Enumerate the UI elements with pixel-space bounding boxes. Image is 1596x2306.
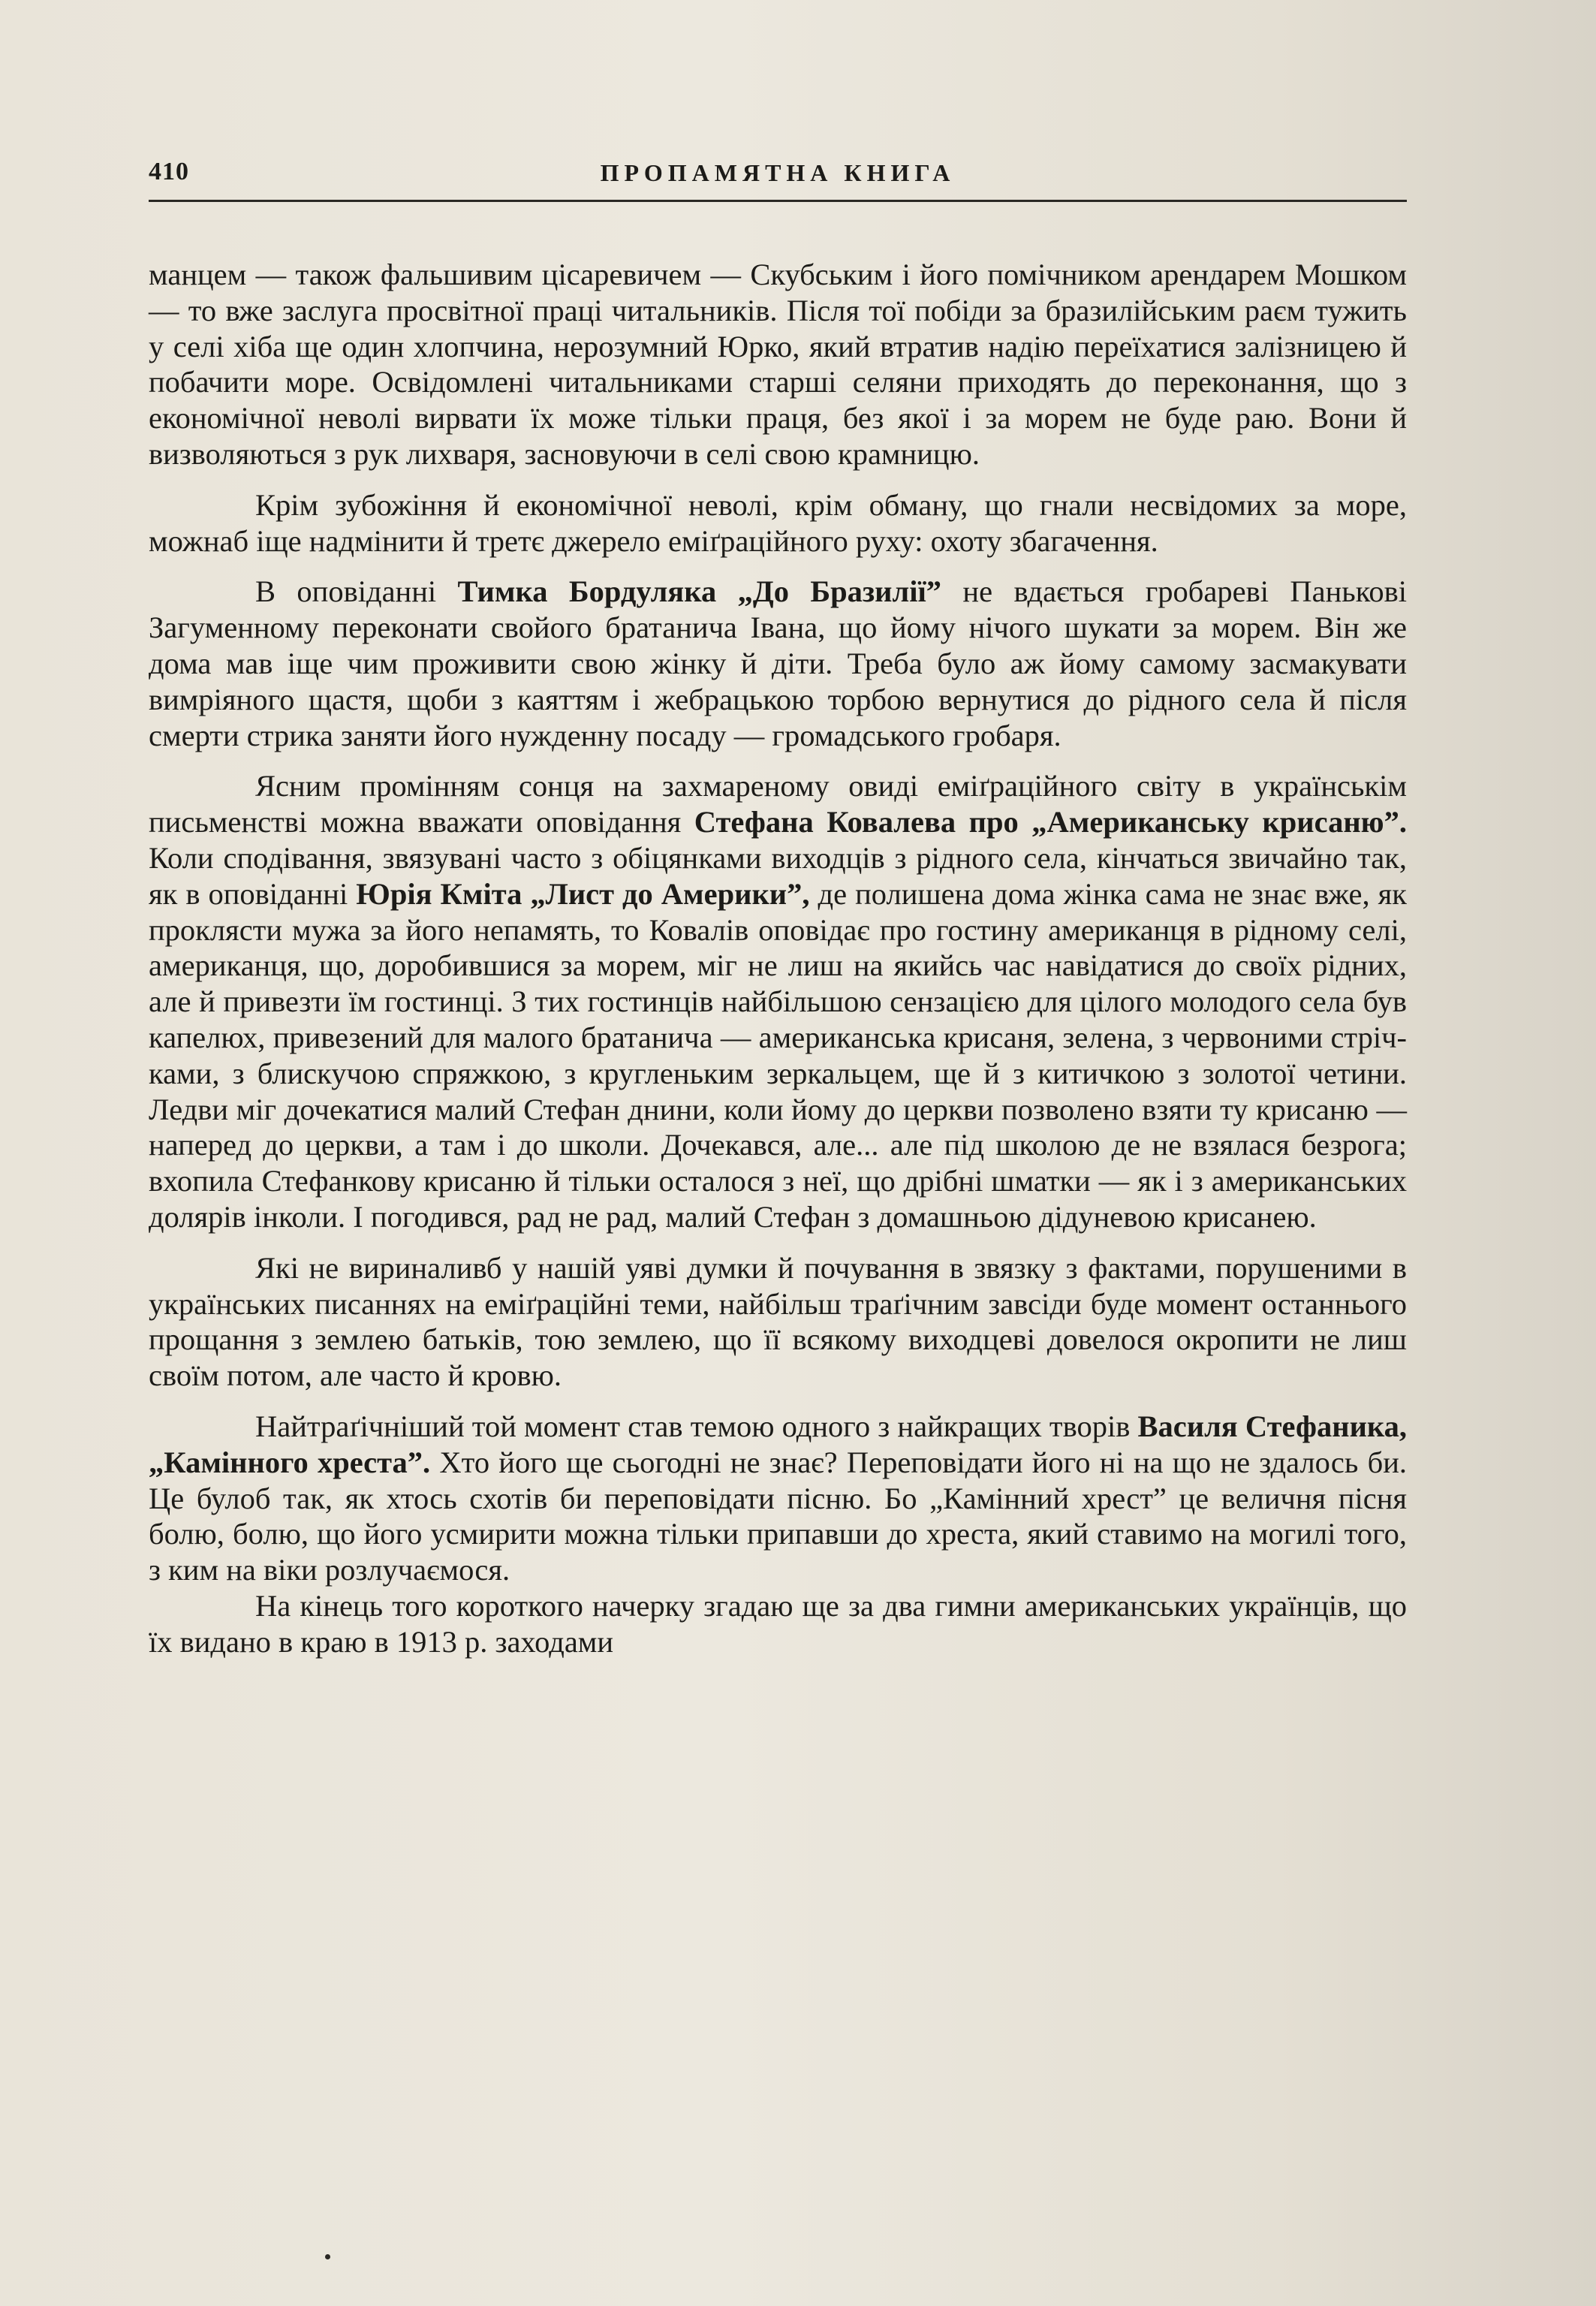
paragraph-text: Ясним промінням сонця на захмареному овиді еміґраційного світу в українськім письменстві можна вважати оповідання	[149, 769, 1407, 840]
paragraph-text: Найтраґічніший той момент став темою одного з найкращих творів	[255, 1409, 1138, 1443]
bold-reference: Василя Стефаника, „Камінного хреста”.	[149, 1409, 1407, 1479]
paragraph-text: Хто його ще сьогодні не знає? Переповідати його ні на що не здалось би. Це булоб так, як хтось схотів би переповідати пісню. Бо „Камінний хрест” це величня пісня болю, болю, що його усмирити можна тільки припавши до хреста, який ставимо на могилі того, з ким на віки розлучаємося.	[149, 1445, 1407, 1587]
paragraph-text: не вдається гробареві Панькові Загуменному переконати свойого братанича Івана, що йому нічого шукати за морем. Він же дома мав іще чим проживити свою жінку й діти. Треба було аж йому самому засмакувати вимріяного щастя, щоби з каяттям і жебрацькою торбою вернутися до рідного села й після смерти стрика заняти його нужденну посаду — громадського гробаря.	[149, 574, 1407, 752]
body-text	[149, 257, 1407, 1674]
bold-reference: Стефана Ковалева про „Американську крисаню”.	[694, 805, 1407, 840]
paragraph-1	[149, 257, 1407, 472]
paragraph-text: На кінець того короткого начерку згадаю ще за два гимни американських українців, що їх видано в краю в 1913 р. заходами	[149, 1588, 1407, 1659]
paragraph-text: де полишена дома жінка сама не знає вже, як проклясти мужа за його непамять, то Ковалів оповідає про гостину американця в рідному селі, американця, що, доробившися за морем, міг не лиш на якийсь час навідатися до своїх рідних, але й привезти їм гостинці. З тих гостинців найбільшою сензацією для цілого молодого села був капелюх, привезений для малого братанича — американська крисаня, зелена, з червоними стрічками, з блискучою спряжкою, з кругленьким зеркальцем, ще й з китичкою з золотої четини. Ледви міг дочекатися малий Стефан днини, коли йому до церкви позволено взяти ту крисаню — наперед до церкви, а там і до школи. Дочекався, але... але під школою де не взялася безрога; вхопила Стефанкову крисаню й тільки осталося з неї, що дрібні шматки — як і з американських долярів інколи. І погодився, рад не рад, малий Стефан з домашньою дідуневою крисанею.	[149, 876, 1407, 1234]
paragraph-text: манцем — також фальшивим цісаревичем — Скубським і його помічником арендарем Мошком — то вже заслуга просвітної праці читальників. Після тої побіди за бразилійським раєм тужить у селі хіба ще один хлопчина, нерозумний Юрко, який втратив надію переїхатися залізницею й побачити море. Освідомлені читальниками старші селяни приходять до переконання, що з економічної неволі вирвати їх може тільки праця, без якої і за морем не буде раю. Вони й визволяються з рук лихваря, засновуючи в селі свою крамницю.	[149, 258, 1407, 471]
paragraph-5	[149, 1250, 1407, 1394]
paragraph-3	[149, 574, 1407, 753]
paragraph-text: В оповіданні	[255, 574, 458, 609]
bold-reference: Тимка Бордуляка „До Бразилії”	[457, 574, 941, 609]
paragraph-6	[149, 1409, 1407, 1588]
page-header	[149, 158, 1407, 202]
paragraph-7	[149, 1588, 1407, 1660]
paragraph-text: Коли сподівання, звязувані часто з обіцянками виходців з рідного села, кінчаться звичайно так, як в оповіданні	[149, 840, 1407, 911]
running-title: ПРОПАМЯТНА КНИГА	[600, 159, 956, 186]
page-number: 410	[149, 158, 189, 185]
paragraph-2	[149, 487, 1407, 559]
bold-reference: Юрія Кміта „Лист до Америки”,	[356, 876, 810, 911]
paragraph-text: Крім зубожіння й економічної неволі, крім обману, що гнали несвідомих за море, можнаб іще надмінити й третє джерело еміґраційного руху: охоту збагачення.	[149, 487, 1407, 558]
paragraph-text: Які не вириналивб у нашій уяві думки й почування в звязку з фактами, порушеними в українських писаннях на еміґраційні теми, найбільш траґічним завсіди буде момент останнього прощання з землею батьків, тою землею, що її всякому виходцеві довелося окропити не лиш своїм потом, але часто й кровю.	[149, 1250, 1407, 1393]
paragraph-4	[149, 768, 1407, 1234]
ink-speck	[325, 2254, 330, 2259]
